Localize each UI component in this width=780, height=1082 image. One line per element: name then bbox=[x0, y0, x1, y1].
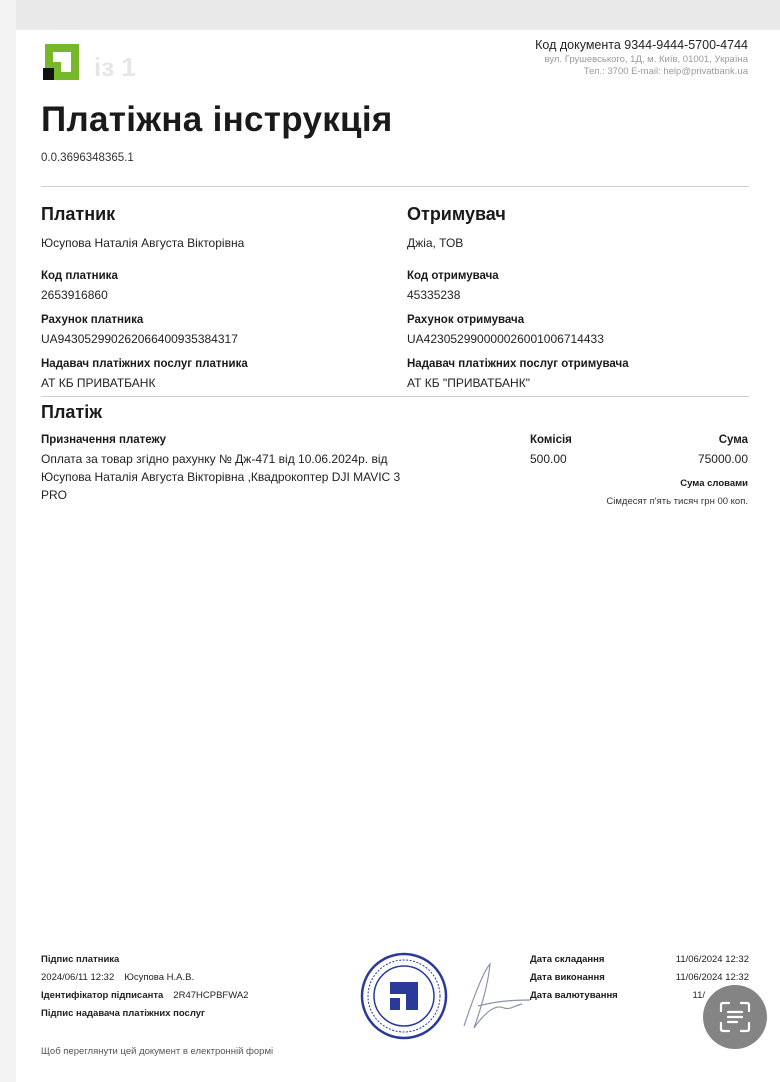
payer-name: Юсупова Наталія Августа Вікторівна bbox=[41, 236, 245, 250]
amount-words: Сімдесят п'ять тисяч грн 00 коп. bbox=[606, 496, 748, 507]
date-created: 11/06/2024 12:32 bbox=[675, 954, 749, 965]
divider bbox=[41, 396, 749, 397]
signature-block bbox=[41, 954, 248, 1026]
commission-value: 500.00 bbox=[530, 452, 567, 466]
recipient-account-label: Рахунок отримувача bbox=[407, 314, 525, 326]
ghost-watermark-text: із 1 bbox=[94, 52, 136, 82]
date-value: 11/ bbox=[692, 990, 705, 1001]
recipient-section bbox=[407, 204, 747, 392]
amount-value: 75000.00 bbox=[697, 452, 748, 466]
page-title: Платіжна інструкція bbox=[41, 100, 393, 139]
signature-scribble-icon bbox=[444, 956, 534, 1036]
signer-id-label: Ідентифікатор підписанта bbox=[41, 990, 164, 1001]
recipient-provider: АТ КБ "ПРИВАТБАНК" bbox=[407, 376, 530, 390]
privatbank-logo-icon bbox=[41, 42, 81, 82]
signer-id: 2R47HCPBFWA2 bbox=[173, 990, 249, 1001]
recipient-code-label: Код отримувача bbox=[407, 270, 499, 282]
payer-sign-label: Підпис платника bbox=[41, 954, 120, 965]
payer-account: UA943052990262066400935384317 bbox=[41, 332, 238, 346]
recipient-name: Джіа, ТОВ bbox=[407, 236, 464, 250]
payment-title: Платіж bbox=[41, 402, 102, 422]
payer-title: Платник bbox=[41, 204, 116, 224]
recipient-code: 45335238 bbox=[407, 288, 461, 302]
recipient-account: UA423052990000026001006714433 bbox=[407, 332, 604, 346]
page-edge bbox=[0, 0, 16, 1082]
footer-note: Щоб переглянути цей документ в електронній формі bbox=[41, 1046, 274, 1057]
provider-sign-label: Підпис надавача платіжних послуг bbox=[41, 1008, 205, 1019]
recipient-title: Отримувач bbox=[407, 204, 506, 224]
scan-text-icon bbox=[718, 1000, 752, 1034]
payer-code: 2653916860 bbox=[41, 288, 108, 302]
payer-section bbox=[41, 204, 381, 392]
signer-id-row bbox=[41, 990, 248, 1008]
amount-label: Сума bbox=[718, 434, 748, 446]
document-code: Код документа 9344-9444-5700-4744 bbox=[535, 38, 748, 52]
payer-provider-label: Надавач платіжних послуг платника bbox=[41, 358, 248, 370]
date-executed-label: Дата виконання bbox=[530, 972, 605, 983]
date-created-row bbox=[530, 954, 749, 972]
document-number: 0.0.3696348365.1 bbox=[41, 152, 134, 164]
sign-datetime: 2024/06/11 12:32 bbox=[41, 972, 115, 983]
signer-name: Юсупова Н.А.В. bbox=[124, 972, 195, 983]
bank-stamp-icon bbox=[360, 952, 448, 1040]
payer-account-label: Рахунок платника bbox=[41, 314, 144, 326]
purpose-label: Призначення платежу bbox=[41, 434, 167, 446]
payer-sign-details bbox=[41, 972, 248, 990]
commission-label: Комісія bbox=[530, 434, 572, 446]
scan-text-button[interactable] bbox=[703, 985, 767, 1049]
date-executed-row bbox=[530, 972, 749, 990]
payer-code-label: Код платника bbox=[41, 270, 118, 282]
divider bbox=[41, 186, 749, 187]
document-page bbox=[16, 30, 780, 1082]
date-value-label: Дата валютування bbox=[530, 990, 618, 1001]
amount-words-label: Сума словами bbox=[680, 478, 748, 489]
payment-purpose: Оплата за товар згідно рахунку № Дж-471 від 10.06.2024р. від Юсупова Наталія Августа Вікторівна ,Квадрокоптер DJI MAVIC 3 PRO bbox=[41, 452, 401, 502]
bank-contacts-line: Тел.: 3700 E-mail: help@privatbank.ua bbox=[583, 66, 748, 77]
date-executed: 11/06/2024 12:32 bbox=[675, 972, 749, 983]
recipient-provider-label: Надавач платіжних послуг отримувача bbox=[407, 358, 629, 370]
bank-address-line: вул. Грушевського, 1Д, м. Київ, 01001, Україна bbox=[544, 54, 748, 65]
date-created-label: Дата складання bbox=[530, 954, 605, 965]
bank-address bbox=[545, 54, 748, 78]
payer-provider: АТ КБ ПРИВАТБАНК bbox=[41, 376, 156, 390]
